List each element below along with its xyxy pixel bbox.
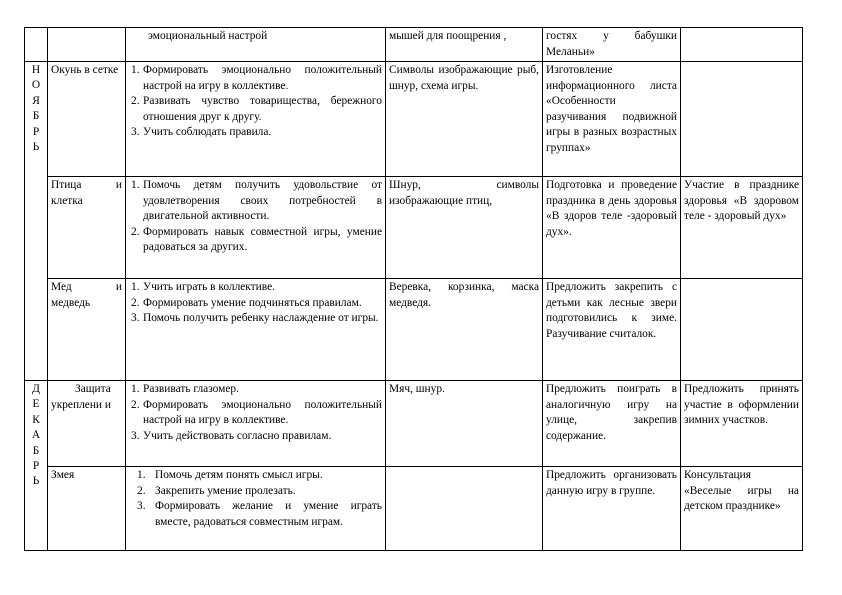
events-cell <box>681 177 803 279</box>
parents-cell <box>543 28 681 62</box>
materials-cell <box>386 381 543 467</box>
materials-text: Шнур, символы изображающие птиц, <box>389 179 539 207</box>
month-letter: Я <box>32 94 40 107</box>
parents-cell <box>543 177 681 279</box>
parents-text: Предложить поиграть в аналогичную игру на улице, закрепив содержание. <box>546 383 677 442</box>
events-cell <box>681 279 803 381</box>
events-text: Предложить принять участие в оформлении зимних участков. <box>684 383 799 427</box>
table-row <box>25 28 803 62</box>
materials-cell <box>386 177 543 279</box>
table-row <box>25 381 803 467</box>
materials-cell <box>386 467 543 551</box>
task-item: Формировать эмоционально положительный настрой на игру в коллективе. <box>143 64 382 92</box>
parents-cell <box>543 279 681 381</box>
tasks-cell <box>126 467 386 551</box>
month-letter: Р <box>32 125 40 138</box>
materials-text: Мяч, шнур. <box>389 383 445 395</box>
month-letter: Б <box>32 110 40 123</box>
task-item: Развивать чувство товарищества, бережного отношения друг к другу. <box>143 95 382 123</box>
tasks-list <box>129 468 382 530</box>
parents-text: Предложить закрепить с детьми как лесные звери подготовились к зиме. Разучивание считалок. <box>546 281 677 340</box>
month-letter: Ь <box>32 141 40 154</box>
month-letter: Н <box>31 64 41 76</box>
materials-cell <box>386 279 543 381</box>
game-cell <box>48 279 126 381</box>
task-item: Помочь детям получить удовольствие от удовлетворения своих потребностей в двигательной активности. <box>143 179 382 223</box>
month-letter: Е <box>32 398 40 411</box>
game-cell <box>48 467 126 551</box>
month-cell-december <box>25 381 48 551</box>
task-item: Учить играть в коллективе. <box>143 281 275 293</box>
month-letter: Б <box>32 444 40 457</box>
game-name: Змея <box>51 469 75 481</box>
parents-cell <box>543 62 681 177</box>
parents-text: Предложить организовать данную игру в группе. <box>546 469 677 497</box>
task-item: Формировать умение подчиняться правилам. <box>143 296 362 309</box>
table-row <box>25 467 803 551</box>
month-letter: Ь <box>32 475 40 488</box>
month-letter: А <box>31 429 41 442</box>
task-item: Помочь получить ребенку наслаждение от игры. <box>143 312 379 325</box>
tasks-cell <box>126 28 386 62</box>
parents-text: Подготовка и проведение праздника в день здоровья «В здоров теле -здоровый дух». <box>546 179 677 238</box>
task-item: Закрепить умение пролезать. <box>155 484 296 497</box>
task-item: Формировать желание и умение играть вместе, радоваться совместным играм. <box>155 500 382 528</box>
task-item: Учить соблюдать правила. <box>143 126 272 139</box>
task-item: Формировать эмоционально положительный настрой на игру в коллективе. <box>143 398 382 427</box>
tasks-cell <box>126 381 386 467</box>
task-item: Развивать глазомер. <box>143 383 239 395</box>
parents-text: гостях у бабушки Меланьи» <box>546 30 677 58</box>
game-name: Птица и клетка <box>51 179 122 207</box>
plan-table <box>24 27 803 551</box>
game-cell <box>48 177 126 279</box>
tasks-list <box>129 63 382 141</box>
month-cell <box>25 28 48 62</box>
events-cell <box>681 62 803 177</box>
month-cell-november <box>25 62 48 381</box>
tasks-list <box>129 178 382 256</box>
task-item: Учить действовать согласно правилам. <box>143 429 332 442</box>
tasks-cell <box>126 62 386 177</box>
game-name: Окунь в сетке <box>51 64 119 76</box>
tasks-cell <box>126 177 386 279</box>
parents-cell <box>543 381 681 467</box>
events-cell <box>681 381 803 467</box>
tasks-list <box>129 280 382 327</box>
month-letter: К <box>32 413 40 426</box>
events-text: Консультация «Веселые игры на детском празднике» <box>684 469 799 513</box>
events-cell <box>681 467 803 551</box>
game-cell <box>48 381 126 467</box>
game-name: Защита укреплени и <box>51 383 111 411</box>
materials-text: Символы изображающие рыб, шнур, схема игры. <box>389 64 539 92</box>
tasks-list <box>129 382 382 444</box>
month-letter: Д <box>32 383 40 395</box>
materials-cell <box>386 62 543 177</box>
game-cell <box>48 28 126 62</box>
events-cell <box>681 28 803 62</box>
month-letter: Р <box>32 460 40 473</box>
materials-text: мышей для поощрения , <box>389 30 507 42</box>
task-item: Помочь детям понять смысл игры. <box>155 469 323 481</box>
task-item: Формировать навык совместной игры, умение радоваться за других. <box>143 225 382 254</box>
game-cell <box>48 62 126 177</box>
tasks-cell <box>126 279 386 381</box>
table-row <box>25 279 803 381</box>
game-name: Мед и медведь <box>51 281 122 309</box>
table-row <box>25 177 803 279</box>
parents-text: Изготовление информационного листа «Особенности разучивания подвижной игры в разных возрастных группах» <box>546 64 677 154</box>
materials-cell <box>386 28 543 62</box>
events-text: Участие в празднике здоровья «В здоровом теле - здоровый дух» <box>684 179 799 223</box>
table-row <box>25 62 803 177</box>
materials-text: Веревка, корзинка, маска медведя. <box>389 281 539 309</box>
parents-cell <box>543 467 681 551</box>
month-letter: О <box>31 79 41 92</box>
tasks-text: эмоциональный настрой <box>148 30 268 42</box>
